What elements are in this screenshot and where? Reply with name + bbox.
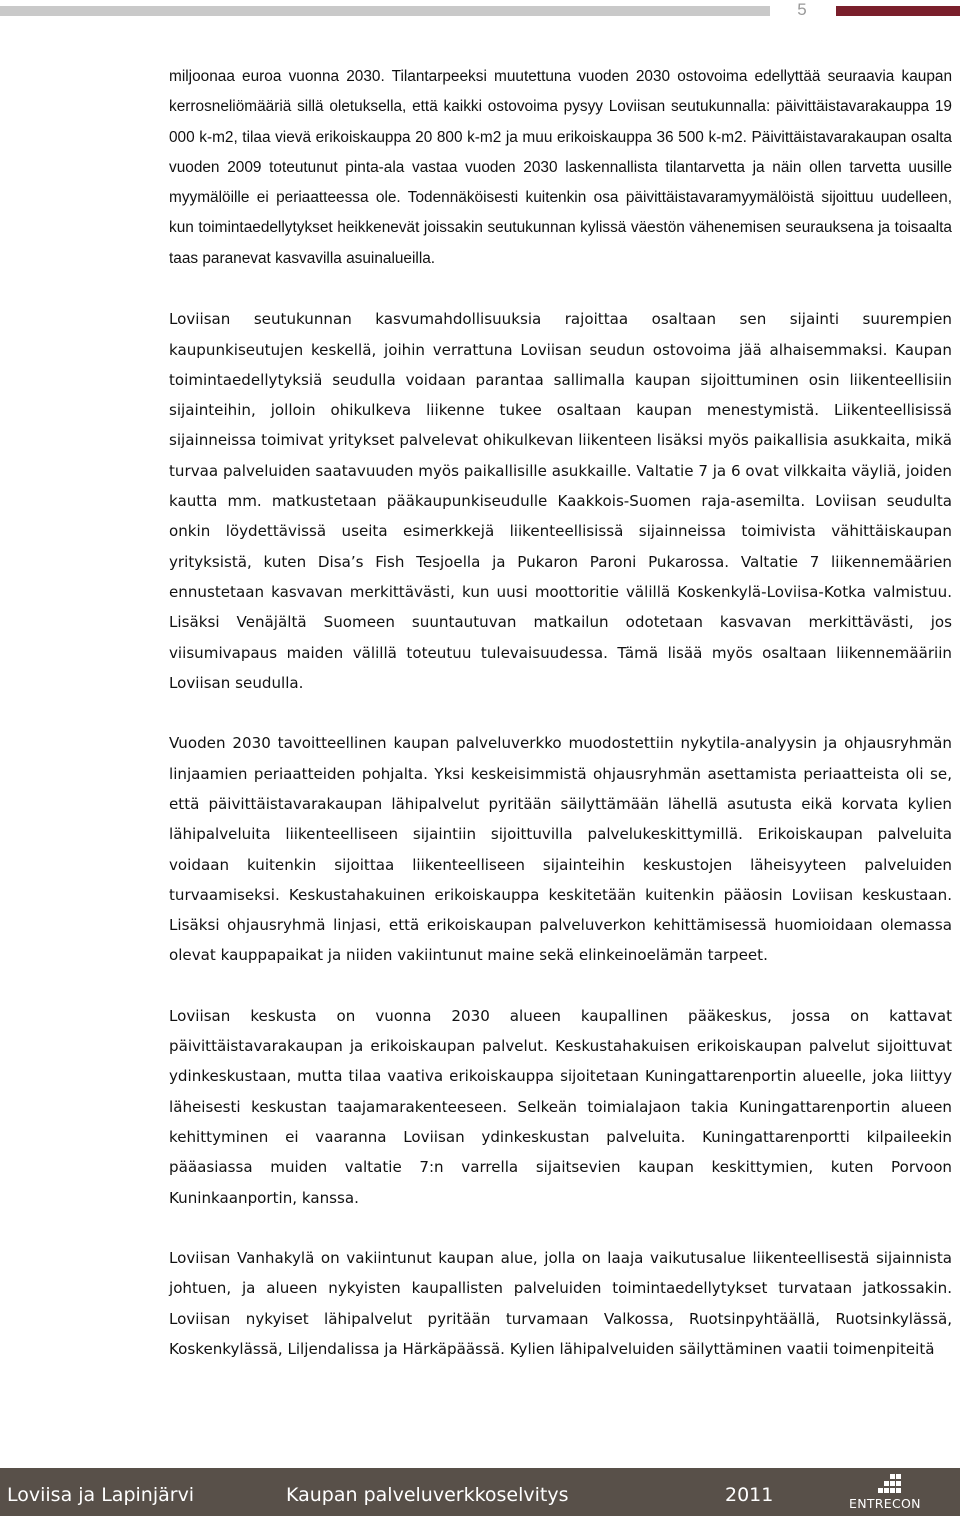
footer-report-title: Kaupan palveluverkkoselvitys bbox=[286, 1484, 569, 1506]
paragraph-1: miljoonaa euroa vuonna 2030. Tilantarpeeksi muutettuna vuoden 2030 ostovoima edellyttää seuraavia kaupan kerrosneliömääriä sillä oletuksella, että kaikki ostovoima pysyy Loviisan seutukunnalla: päivittäistavarakauppa 19 000 k-m2, tilaa vievä erikoiskauppa 20 800 k-m2 ja muu erikoiskauppa 36 500 k-m2. Päivittäistavarakaupan osalta vuoden 2009 toteutunut pinta-ala vastaa vuoden 2030 laskennallista tilantarvetta ja näin ollen tarvetta uusille myymälöille ei periaatteessa ole. Todennäköisesti kuitenkin osa päivittäistavaramyymälöistä sijoittuu uudelleen, kun toimintaedellytykset heikkenevät joissakin seutukunnan kylissä väestön vähenemisen seurauksena ja toisaalta taas paranevat kasvavilla asuinalueilla. bbox=[169, 68, 952, 267]
logo-grid-icon bbox=[878, 1474, 902, 1494]
paragraph-5: Loviisan Vanhakylä on vakiintunut kaupan alue, jolla on laaja vaikutusalue liikenteellisestä sijainnista johtuen, ja alueen nykyisten kaupallisten palveluiden toimintaedellytykset turvataan jatkossakin. Loviisan nykyiset lähipalvelut pyritään turvamaan Valkossa, Ruotsinpyhtäällä, Ruotsinkylässä, Koskenkylässä, Liljendalissa ja Härkäpäässä. Kylien lähipalveluiden säilyttäminen vaatii toimenpiteitä bbox=[169, 1249, 952, 1359]
paragraph-4: Loviisan keskusta on vuonna 2030 alueen kaupallinen pääkeskus, jossa on kattavat päivittäistavarakaupan ja erikoiskaupan palvelut. Keskustahakuisen erikoiskaupan palvelut sijoittuvat ydinkeskustaan, mutta tilaa vaativa erikoiskauppa sijoitetaan Kuningattarenportin alueelle, joka liittyy läheisesti keskustan taajamarakenteeseen. Selkeän toimialajaon takia Kuningattarenportin alueen kehittyminen ei vaaranna Loviisan ydinkeskustan palveluita. Kuningattarenportti kilpaileekin pääasiassa muiden valtatie 7:n varrella sijaitsevien kaupan keskittymien, kuten Porvoon Kuninkaanportin, kanssa. bbox=[169, 1006, 952, 1207]
footer-municipality: Loviisa ja Lapinjärvi bbox=[7, 1484, 195, 1506]
entrecon-logo bbox=[848, 1468, 960, 1516]
footer-year: 2011 bbox=[725, 1484, 774, 1506]
header-accent-bar bbox=[836, 6, 960, 16]
page-footer bbox=[0, 1468, 960, 1516]
logo-wordmark: ENTRECON bbox=[849, 1496, 921, 1511]
paragraph-2: Loviisan seutukunnan kasvumahdollisuuksia rajoittaa osaltaan sen sijainti suurempien kaupunkiseutujen keskellä, joihin verrattuna Loviisan seudun ostovoima jää alhaisemmaksi. Kaupan toimintaedellytyksiä seudulla voidaan parantaa sallimalla kaupan sijoittuminen osin liikenteellisiin sijainteihin, jolloin ohikulkeva liikenne tukee osaltaan kaupan menestymistä. Liikenteellisissä sijainneissa toimivat yritykset palvelevat ohikulkevan liikenteen lisäksi myös paikallisia asukkaita, mikä turvaa palveluiden saatavuuden myös paikallisille asukkaille. Valtatie 7 ja 6 ovat vilkkaita väyliä, joiden kautta mm. matkustetaan pääkaupunkiseudulle Kaakkois-Suomen raja-asemilta. Loviisan seudulta onkin löydettävissä useita esimerkkejä liikenteellisissä sijainneissa toimivista vähittäiskaupan yrityksistä, kuten Disa’s Fish Tesjoella ja Pukaron Paroni Pukarossa. Valtatie 7 liikennemäärien ennustetaan kasvavan merkittävästi, kun uusi moottoritie välillä Koskenkylä-Loviisa-Kotka valmistuu. Lisäksi Venäjältä Suomeen suuntautuvan matkailun odotetaan kasvavan merkittävästi, jos viisumivapaus maiden välillä toteutuu tulevaisuudessa. Tämä lisää myös osaltaan liikennemääriin Loviisan seudulla. bbox=[169, 310, 952, 692]
document-body bbox=[169, 62, 952, 1364]
paragraph-3: Vuoden 2030 tavoitteellinen kaupan palveluverkko muodostettiin nykytila-analyysin ja ohjausryhmän linjaamien periaatteiden pohjalta. Yksi keskeisimmistä ohjausryhmän asettamista periaatteista oli se, että päivittäistavarakaupan lähipalvelut pyritään säilyttämään lähellä asutusta eikä korvata kylien lähipalveluita liikenteelliseen sijaintiin sijoittuvilla palvelukeskittymillä. Erikoiskaupan palveluita voidaan kuitenkin sijoittaa liikenteelliseen sijainteihin keskustojen läheisyyteen palveluiden turvaamiseksi. Keskustahakuinen erikoiskauppa keskitetään kuitenkin pääosin Loviisan keskustaan. Lisäksi ohjausryhmä linjasi, että erikoiskaupan palveluverkon kehittämisessä huomioidaan olemassa olevat kauppapaikat ja niiden vakiintunut maine sekä elinkeinoelämän tarpeet. bbox=[169, 734, 952, 965]
page-number: 5 bbox=[797, 0, 807, 19]
header-rule bbox=[0, 6, 770, 16]
